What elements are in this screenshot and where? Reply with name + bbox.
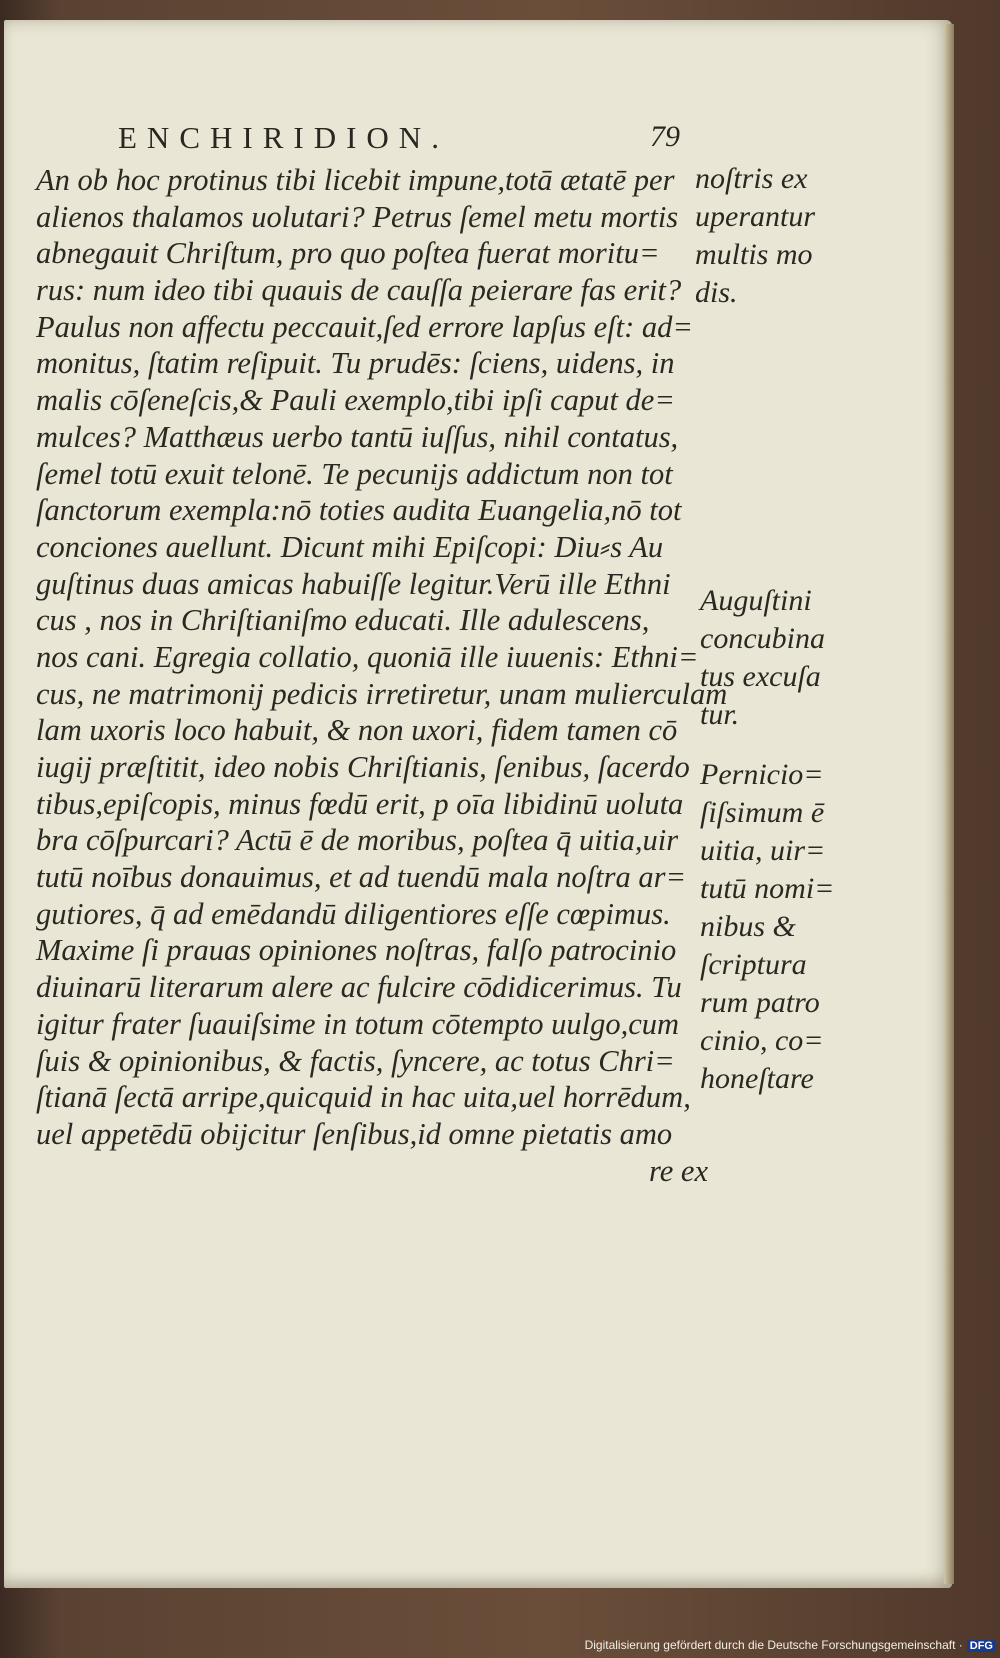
page-edge (944, 24, 954, 1584)
marginal-line: honeſtare (700, 1062, 814, 1095)
text-line: alienos thalamos uolutari? Petrus ſemel metu mortis (36, 199, 679, 234)
text-line: guſtinus duas amicas habuiſſe legitur.Verū ille Ethni (36, 566, 671, 601)
marginal-line: tur. (700, 698, 740, 731)
marginal-line: rum patro (700, 986, 820, 1019)
text-line: tibus,epiſcopis, minus fœdū erit, p oīa libidinū uoluta (36, 786, 684, 821)
running-title: ENCHIRIDION. (118, 120, 449, 155)
marginal-line: Pernicio= (700, 758, 824, 791)
marginal-line: dis. (695, 276, 738, 309)
text-line: bra cōſpurcari? Actū ē de moribus, poſtea q̄ uitia,uir (36, 823, 679, 858)
dfg-logo: DFG (967, 1640, 996, 1652)
text-line: re ex (649, 1153, 708, 1188)
text-line: tutū noībus donauimus, et ad tuendū mala noſtra ar= (36, 860, 687, 895)
marginal-line: tus excuſa (700, 660, 821, 693)
marginal-line: tutū nomi= (700, 872, 835, 905)
marginal-line: concubina (700, 622, 825, 655)
text-line: rus: num ideo tibi quauis de cauſſa peierare fas erit? (36, 273, 682, 308)
text-line: Paulus non affectu peccauit,ſed errore lapſus eſt: ad= (36, 309, 694, 344)
marginal-line: ſiſsimum ē (700, 796, 825, 829)
marginal-note-1 (695, 160, 815, 312)
text-line: nos cani. Egregia collatio, quoniā ille iuuenis: Ethni= (36, 639, 699, 674)
marginal-line: cinio, co= (700, 1024, 824, 1057)
credit-text: Digitalisierung gefördert durch die Deutsche Forschungsgemeinschaft · (584, 1638, 963, 1652)
text-line: ſtianā ſectā arripe,quicquid in hac uita,uel horrēdum, (36, 1080, 691, 1115)
marginal-line: uitia, uir= (700, 834, 826, 867)
text-line: monitus, ſtatim reſipuit. Tu prudēs: ſciens, uidens, in (36, 346, 675, 381)
text-line: ſuis & opinionibus, & factis, ſyncere, ac totus Chri= (36, 1043, 675, 1078)
text-line: conciones auellunt. Dicunt mihi Epiſcopi: Diu⸗s Au (36, 529, 664, 564)
marginal-line: ſcriptura (700, 948, 807, 981)
text-line: iugij præſtitit, ideo nobis Chriſtianis, ſenibus, ſacerdo (36, 750, 690, 784)
marginal-note-3 (700, 756, 834, 1098)
text-line: cus , nos in Chriſtianiſmo educati. Ille adulescens, (36, 603, 650, 638)
marginal-line: multis mo (695, 238, 813, 271)
text-line: ſanctorum exempla:nō toties audita Euangelia,nō tot (36, 493, 682, 528)
text-line: uel appetēdū obijcitur ſenſibus,id omne pietatis amo (36, 1116, 673, 1151)
marginal-line: noſtris ex (695, 162, 808, 195)
text-line: igitur frater ſuauiſsime in totum cōtempto uulgo,cum (36, 1006, 680, 1041)
marginal-note-2 (700, 582, 825, 734)
marginal-line: Auguſtini (700, 584, 812, 617)
page-number: 79 (650, 120, 680, 153)
text-line: malis cōſeneſcis,& Pauli exemplo,tibi ipſi caput de= (36, 383, 675, 418)
marginal-line: nibus & (700, 910, 796, 943)
text-line: Maxime ſi prauas opiniones noſtras, falſo patrocinio (36, 933, 677, 968)
text-line: lam uxoris loco habuit, & non uxori, fidem tamen cō (36, 713, 678, 748)
marginal-line: uperantur (695, 200, 815, 233)
text-line: gutiores, q̄ ad emēdandū diligentiores eſſe cœpimus. (36, 896, 671, 931)
digitization-credit (585, 1638, 996, 1656)
text-line: diuinarū literarum alere ac fulcire cōdidicerimus. Tu (36, 970, 682, 1005)
text-line: An ob hoc protinus tibi licebit impune,totā ætatē per (36, 163, 675, 197)
text-line: ſemel totū exuit telonē. Te pecunijs addictum non tot (36, 456, 673, 491)
text-line: mulces? Matthæus uerbo tantū iuſſus, nihil contatus, (36, 419, 679, 454)
text-line: cus, ne matrimonij pedicis irretiretur, unam mulierculam (36, 676, 728, 711)
text-line: abnegauit Chriſtum, pro quo poſtea fuerat moritu= (36, 236, 660, 271)
